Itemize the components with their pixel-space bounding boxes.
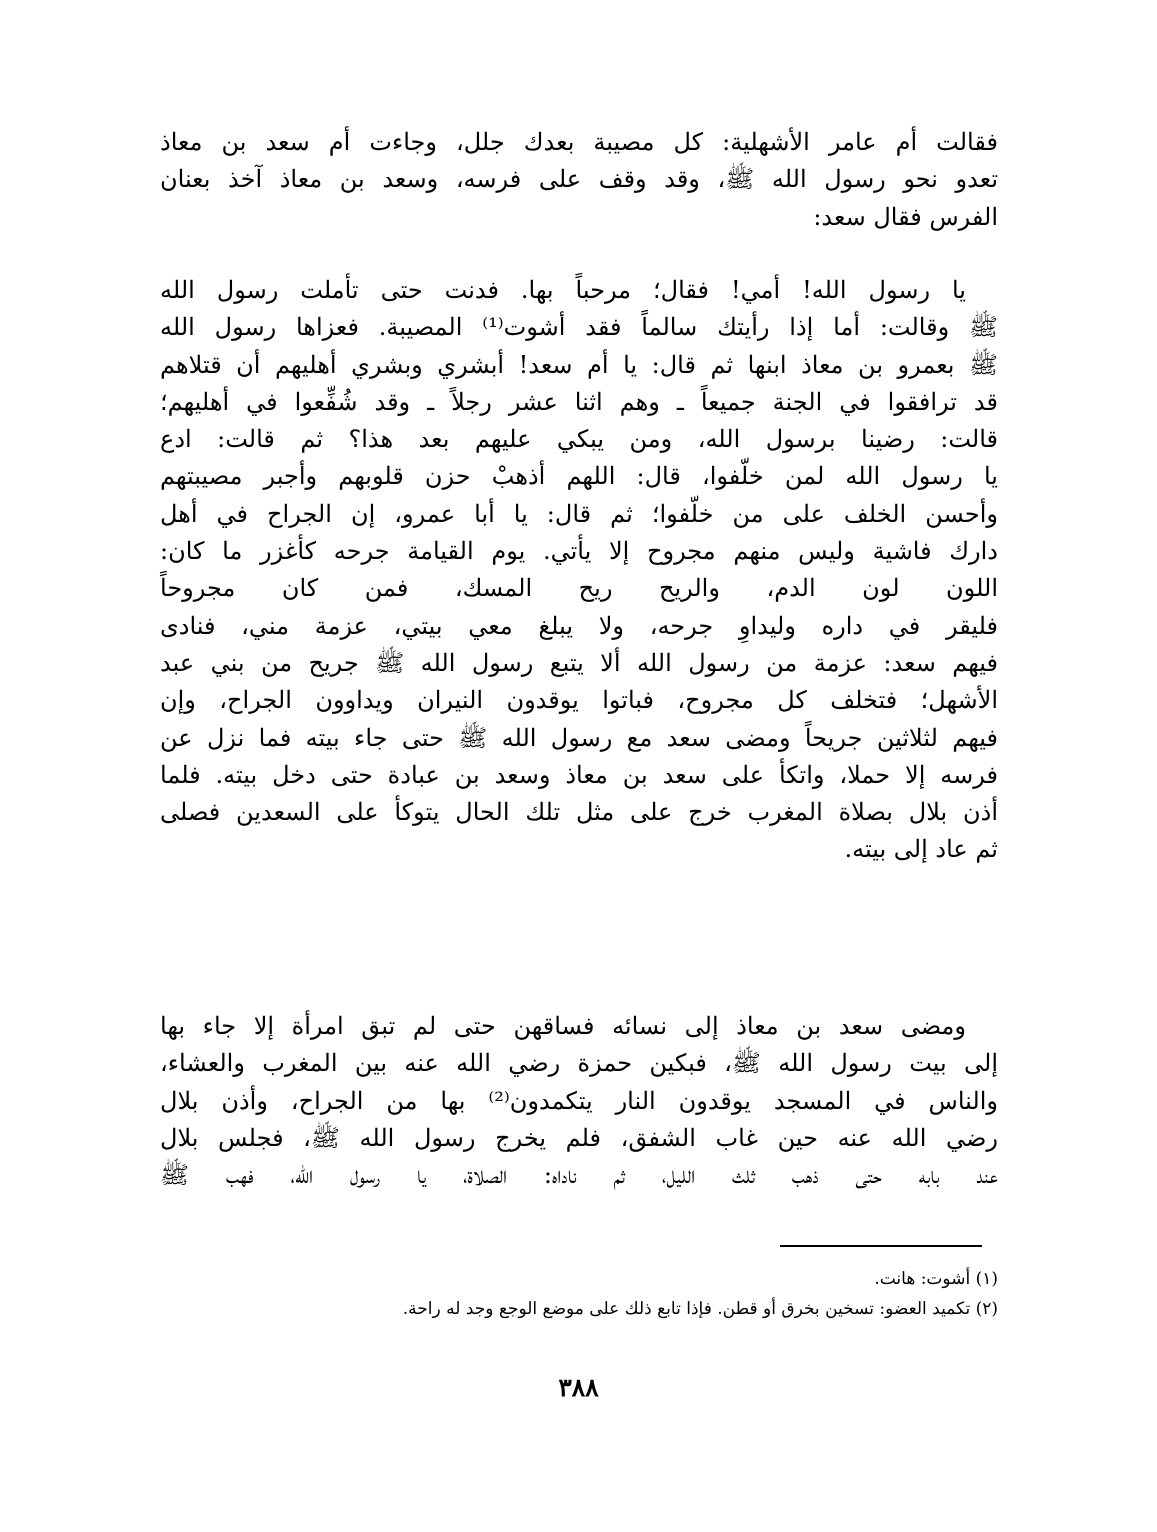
- paragraph-1: [160, 124, 998, 236]
- text-line: والناس في المسجد يوقدون النار يتكمدون⁽²⁾ بها من الجراح، وأذن بلال: [160, 1086, 998, 1115]
- footnotes: [160, 1264, 998, 1324]
- text-line: عند بابه حتى ذهب ثلث الليل، ثم ناداه: الصلاة، يا رسول الله، فهب ﷺ: [160, 1161, 998, 1190]
- footnote-2: (٢) تكميد العضو: تسخين بخرق أو قطن. فإذا تابع ذلك على موضع الوجع وجد له راحة.: [402, 1299, 998, 1319]
- footnote-divider: [780, 1245, 982, 1247]
- paragraph-3: [160, 1008, 998, 1194]
- text-line: الفرس فقال سعد:: [813, 202, 998, 231]
- text-line: دارك فاشية وليس منهم مجروح إلا يأتي. يوم القيامة جرحه كأغزر ما كان:: [160, 537, 998, 566]
- text-line: تعدو نحو رسول الله ﷺ، وقد وقف على فرسه، وسعد بن معاذ آخذ بعنان: [160, 165, 998, 194]
- text-line: فليقر في داره وليداوِ جرحه، ولا يبلغ معي بيتي، عزمة مني، فنادى: [160, 611, 998, 640]
- text-line: اللون لون الدم، والريح ريح المسك، فمن كان مجروحاً: [160, 574, 998, 603]
- text-line: وأحسن الخلف على من خلّفوا؛ ثم قال: يا أبا عمرو، إن الجراح في أهل: [160, 499, 998, 528]
- footnote-1: (١) أشوت: هانت.: [874, 1269, 998, 1289]
- text-line: فرسه إلا حملا، واتكأ على سعد بن معاذ وسعد بن عبادة حتى دخل بيته. فلما: [160, 760, 999, 789]
- text-line: رضي الله عنه حين غاب الشفق، فلم يخرج رسول الله ﷺ، فجلس بلال: [160, 1123, 998, 1152]
- text-line: ومضى سعد بن معاذ إلى نسائه فساقهن حتى لم تبق امرأة إلا جاء بها: [160, 1012, 966, 1040]
- text-line: إلى بيت رسول الله ﷺ، فبكين حمزة رضي الله عنه بين المغرب والعشاء،: [160, 1049, 998, 1078]
- paragraph-2: [160, 272, 998, 869]
- text-line: يا رسول الله! أمي! فقال؛ مرحباً بها. فدنت حتى تأملت رسول الله: [160, 276, 966, 304]
- text-line: فقالت أم عامر الأشهلية: كل مصيبة بعدك جلل، وجاءت أم سعد بن معاذ: [160, 128, 998, 156]
- text-line: يا رسول الله لمن خلّفوا، قال: اللهم أذهبْ حزن قلوبهم وأجبر مصيبتهم: [160, 462, 998, 491]
- text-line: ثم عاد إلى بيته.: [844, 835, 998, 864]
- text-line: قالت: رضينا برسول الله، ومن يبكي عليهم بعد هذا؟ ثم قالت: ادع: [160, 425, 998, 454]
- page-number: ٣٨٨: [558, 1373, 599, 1402]
- text-line: فيهم لثلاثين جريحاً ومضى سعد مع رسول الله ﷺ حتى جاء بيته فما نزل عن: [160, 723, 998, 752]
- text-line: ﷺ وقالت: أما إذا رأيتك سالماً فقد أشوت⁽¹⁾ المصيبة. فعزاها رسول الله: [160, 313, 998, 342]
- text-line: قد ترافقوا في الجنة جميعاً ـ وهم اثنا عشر رجلاً ـ وقد شُفِّعوا في أهليهم؛: [160, 387, 998, 416]
- text-line: فيهم سعد: عزمة من رسول الله ألا يتبع رسول الله ﷺ جريح من بني عبد: [160, 648, 998, 677]
- text-line: ﷺ بعمرو بن معاذ ابنها ثم قال: يا أم سعد! أبشري وبشري أهليهم أن قتلاهم: [160, 350, 998, 379]
- text-line: الأشهل؛ فتخلف كل مجروح، فباتوا يوقدون النيران ويداوون الجراح، وإن: [160, 686, 998, 715]
- text-line: أذن بلال بصلاة المغرب خرج على مثل تلك الحال يتوكأ على السعدين فصلى: [160, 798, 998, 827]
